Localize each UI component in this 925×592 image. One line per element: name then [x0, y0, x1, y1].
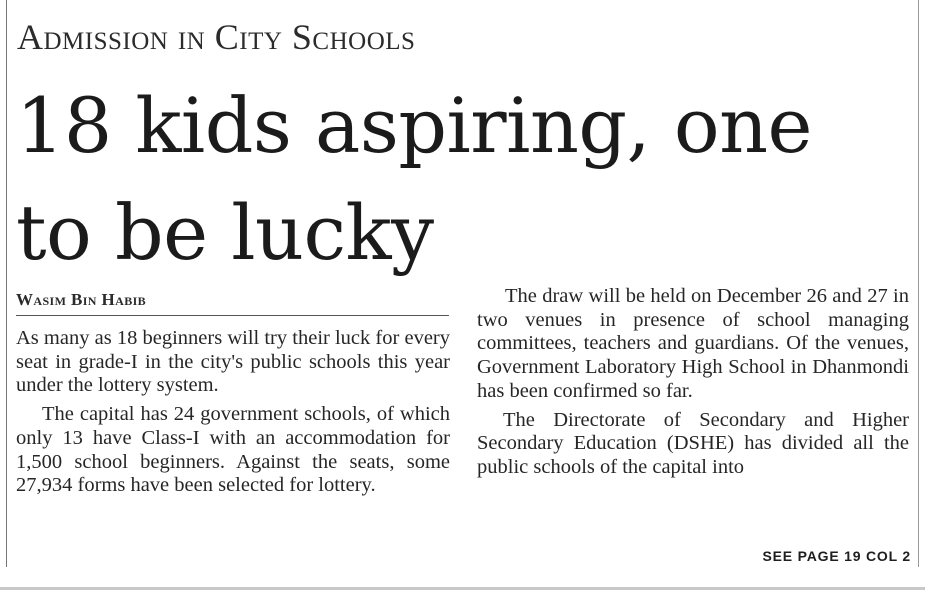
paragraph-4: The Directorate of Secondary and Higher Secondary Education (DSHE) has divided all the public schools of the capital into: [477, 408, 909, 478]
paragraph-1: As many as 18 beginners will try their luck for every seat in grade-I in the city's public schools this year under the lottery system.: [16, 327, 450, 397]
column-right: [477, 285, 909, 480]
left-border: [6, 0, 7, 567]
continuation-jump: SEE PAGE 19 COL 2: [762, 548, 911, 564]
right-border: [918, 0, 919, 567]
headline: 18 kids aspiring, one to be lucky: [16, 81, 813, 277]
paragraph-3: The draw will be held on December 26 and 27 in two venues in presence of school managing committees, teachers and guardians. Of the venues, Government Laboratory High School in Dhanmondi has been confirmed so far.: [477, 285, 909, 402]
byline-rule: [16, 315, 449, 316]
paragraph-2: The capital has 24 government schools, of which only 13 have Class-I with an accommodation for 1,500 school beginners. Against the seats, some 27,934 forms have been selected for lottery.: [16, 403, 450, 497]
kicker: Admission in City Schools: [17, 17, 416, 57]
column-left: [16, 327, 450, 498]
byline: Wasim Bin Habib: [16, 290, 147, 309]
bottom-border: [0, 587, 925, 590]
